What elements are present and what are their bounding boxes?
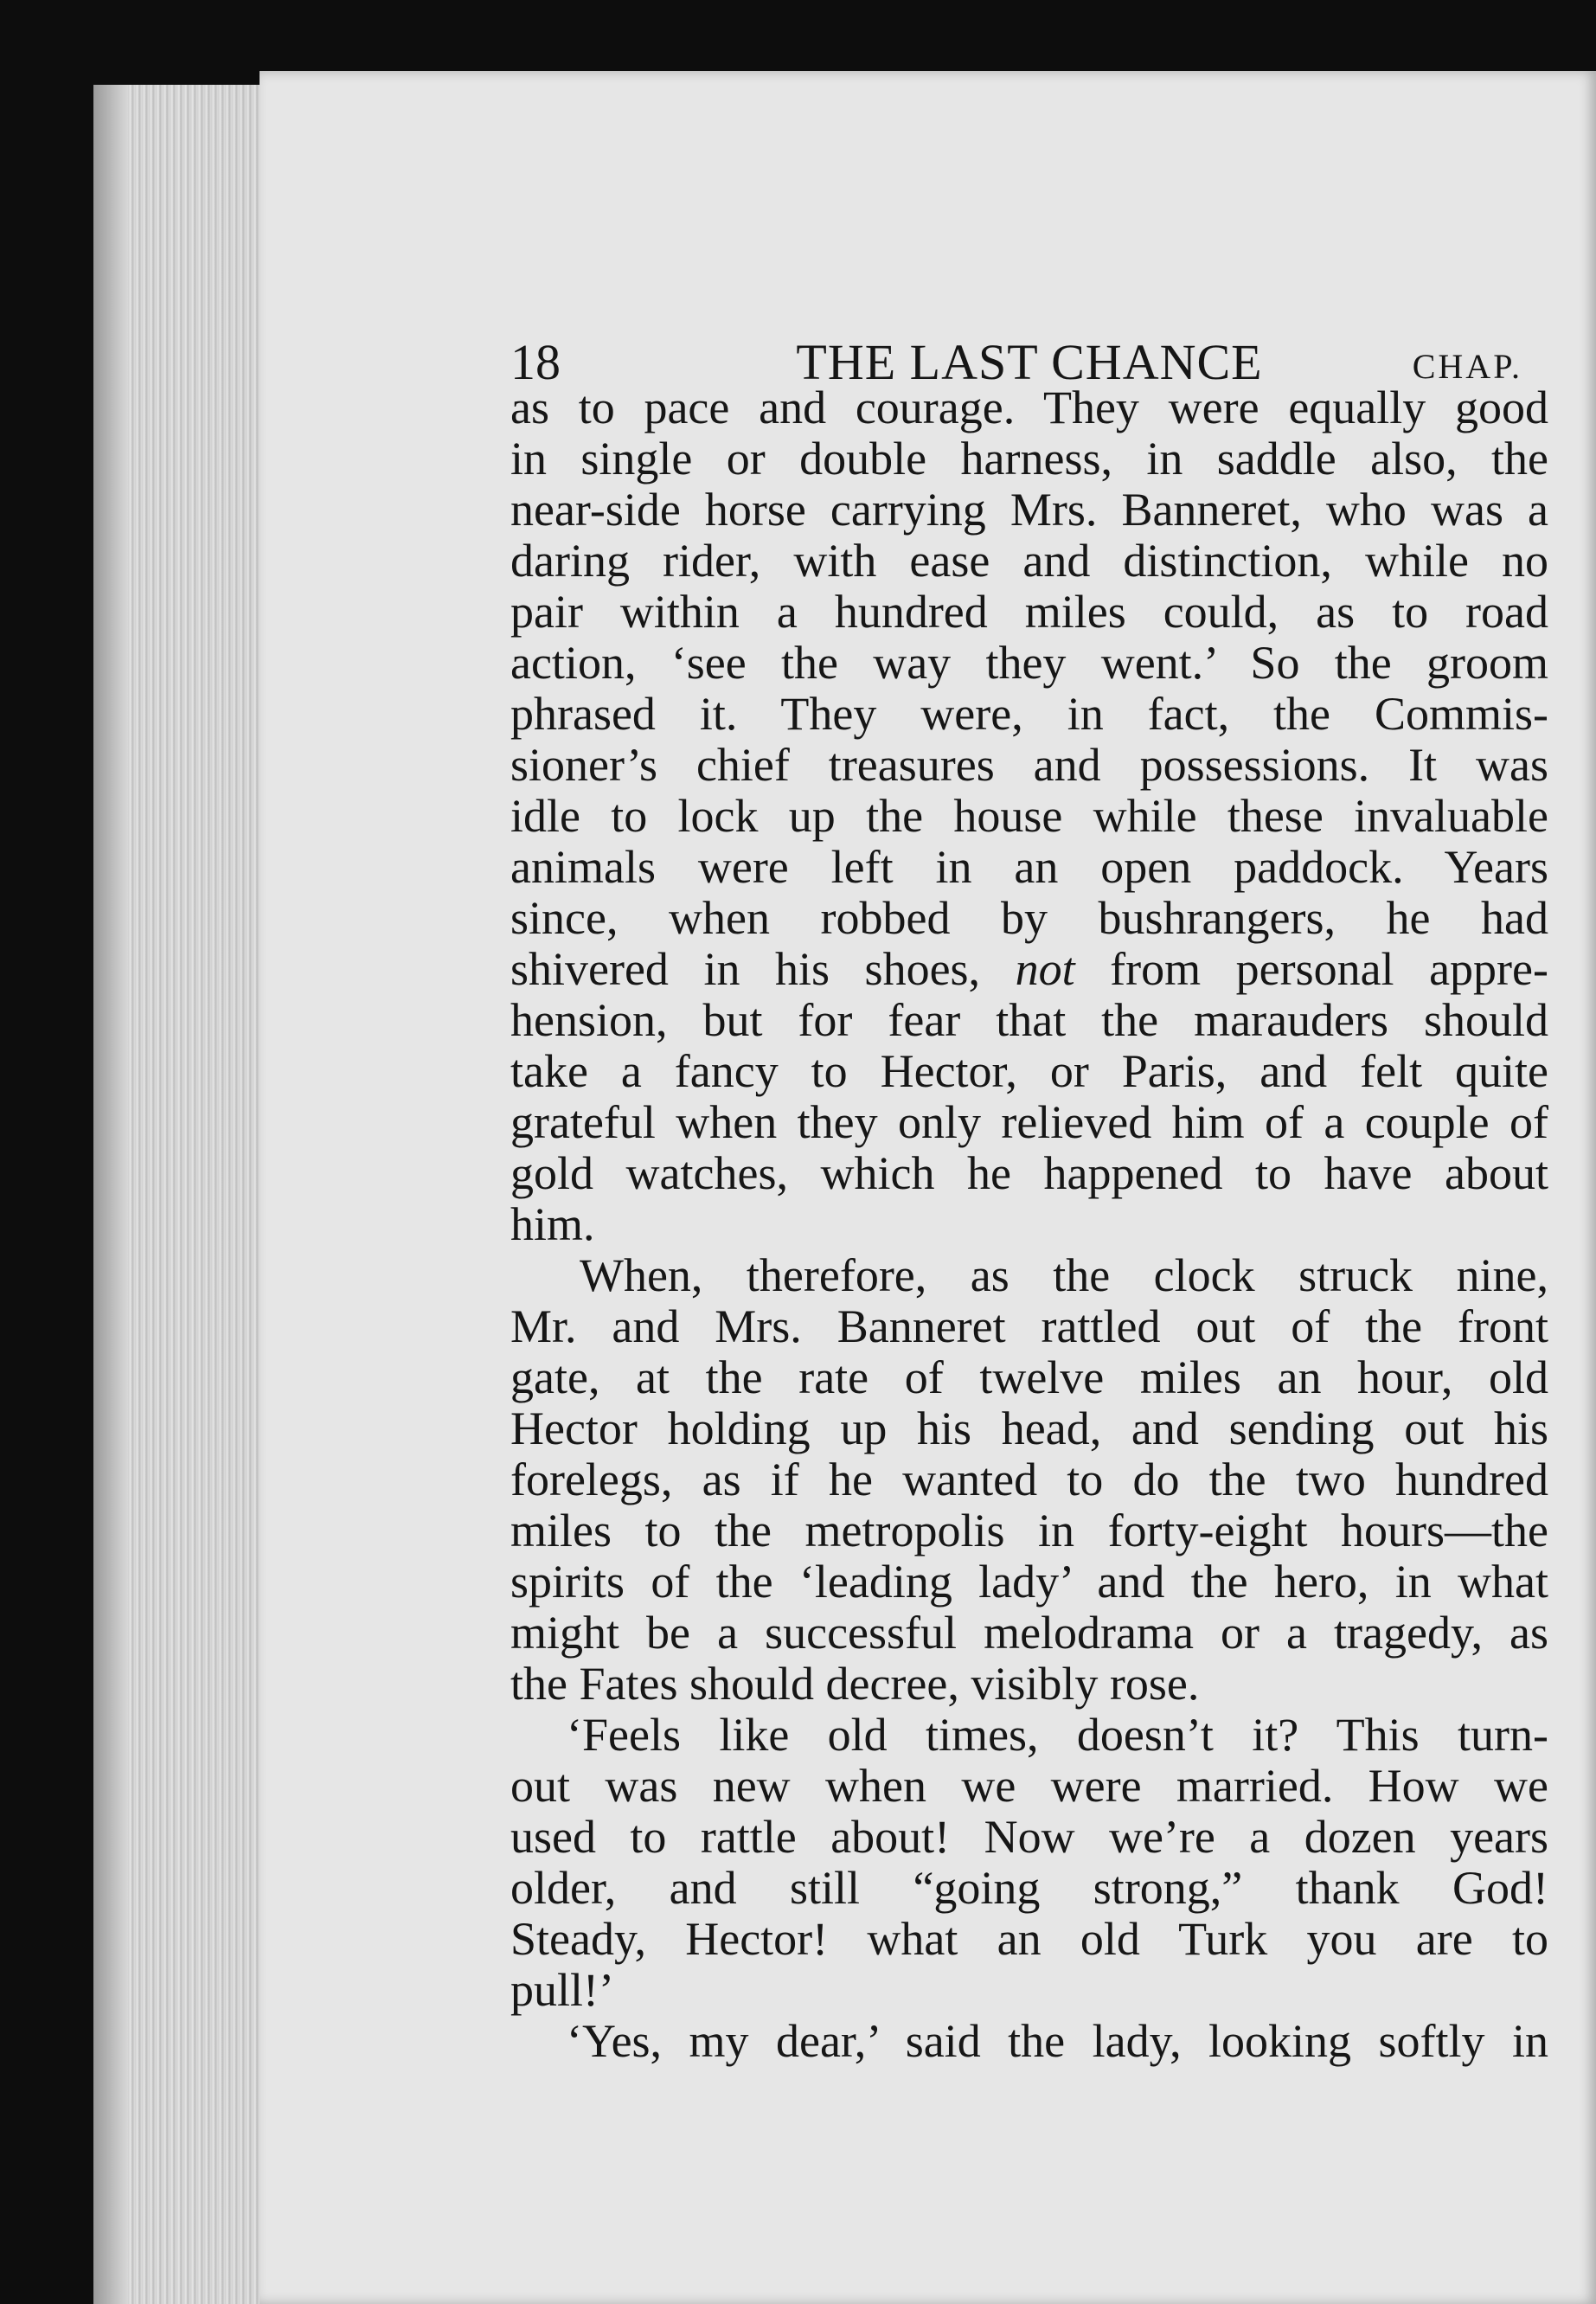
text-segment: from personal appre- (1110, 943, 1548, 995)
text-segment: shivered in his shoes, (510, 943, 981, 995)
text-line: hension, but for fear that the marauders should (510, 994, 1548, 1046)
text-line: Steady, Hector! what an old Turk you are to (510, 1913, 1548, 1965)
text-line: gate, at the rate of twelve miles an hour, old (510, 1351, 1548, 1403)
paragraph-start-line: ‘Feels like old times, doesn’t it? This turn- (567, 1709, 1548, 1761)
text-line: gold watches, which he happened to have about (510, 1147, 1548, 1199)
text-line: Hector holding up his head, and sending out his (510, 1402, 1548, 1454)
text-line: forelegs, as if he wanted to do the two hundred (510, 1454, 1548, 1505)
text-line-with-italic (510, 944, 1548, 995)
text-line: idle to lock up the house while these invaluable (510, 790, 1548, 842)
page-edges-shadow (93, 85, 128, 2304)
text-line: grateful when they only relieved him of a couple of (510, 1096, 1548, 1148)
text-line: action, ‘see the way they went.’ So the groom (510, 637, 1548, 689)
paragraph-end-line: pull!’ (510, 1964, 614, 2016)
italic-emphasis: not (1015, 943, 1075, 995)
text-line: phrased it. They were, in fact, the Commis- (510, 688, 1548, 740)
text-line: used to rattle about! Now we’re a dozen years (510, 1811, 1548, 1863)
text-line: since, when robbed by bushrangers, he had (510, 892, 1548, 944)
text-line: near-side horse carrying Mrs. Banneret, who was a (510, 484, 1548, 536)
text-line: miles to the metropolis in forty-eight hours—the (510, 1505, 1548, 1556)
text-line: animals were left in an open paddock. Years (510, 841, 1548, 893)
chapter-label: CHAP. (1412, 347, 1522, 386)
text-line: might be a successful melodrama or a tragedy, as (510, 1607, 1548, 1659)
paragraph-end-line: the Fates should decree, visibly rose. (510, 1658, 1200, 1710)
text-line: as to pace and courage. They were equally good (510, 382, 1548, 433)
text-line: daring rider, with ease and distinction, while no (510, 535, 1548, 587)
text-line: spirits of the ‘leading lady’ and the hero, in what (510, 1556, 1548, 1608)
text-line: Mr. and Mrs. Banneret rattled out of the front (510, 1300, 1548, 1352)
text-line: take a fancy to Hector, or Paris, and felt quite (510, 1045, 1548, 1097)
text-line: in single or double harness, in saddle also, the (510, 433, 1548, 485)
text-line: pair within a hundred miles could, as to road (510, 586, 1548, 638)
running-title: THE LAST CHANCE (796, 334, 1263, 390)
book-page (260, 71, 1596, 2304)
page-number: 18 (510, 334, 561, 390)
page-content (510, 270, 1548, 2067)
text-line: sioner’s chief treasures and possessions. It was (510, 739, 1548, 791)
paragraph-end-line: him. (510, 1198, 595, 1250)
running-head (510, 270, 1548, 390)
body-text (510, 382, 1548, 2067)
text-line: older, and still “going strong,” thank God! (510, 1862, 1548, 1914)
paragraph-start-line: ‘Yes, my dear,’ said the lady, looking softly in (567, 2015, 1548, 2067)
text-line: out was new when we were married. How we (510, 1760, 1548, 1812)
paragraph-start-line: When, therefore, as the clock struck nine, (580, 1249, 1548, 1301)
